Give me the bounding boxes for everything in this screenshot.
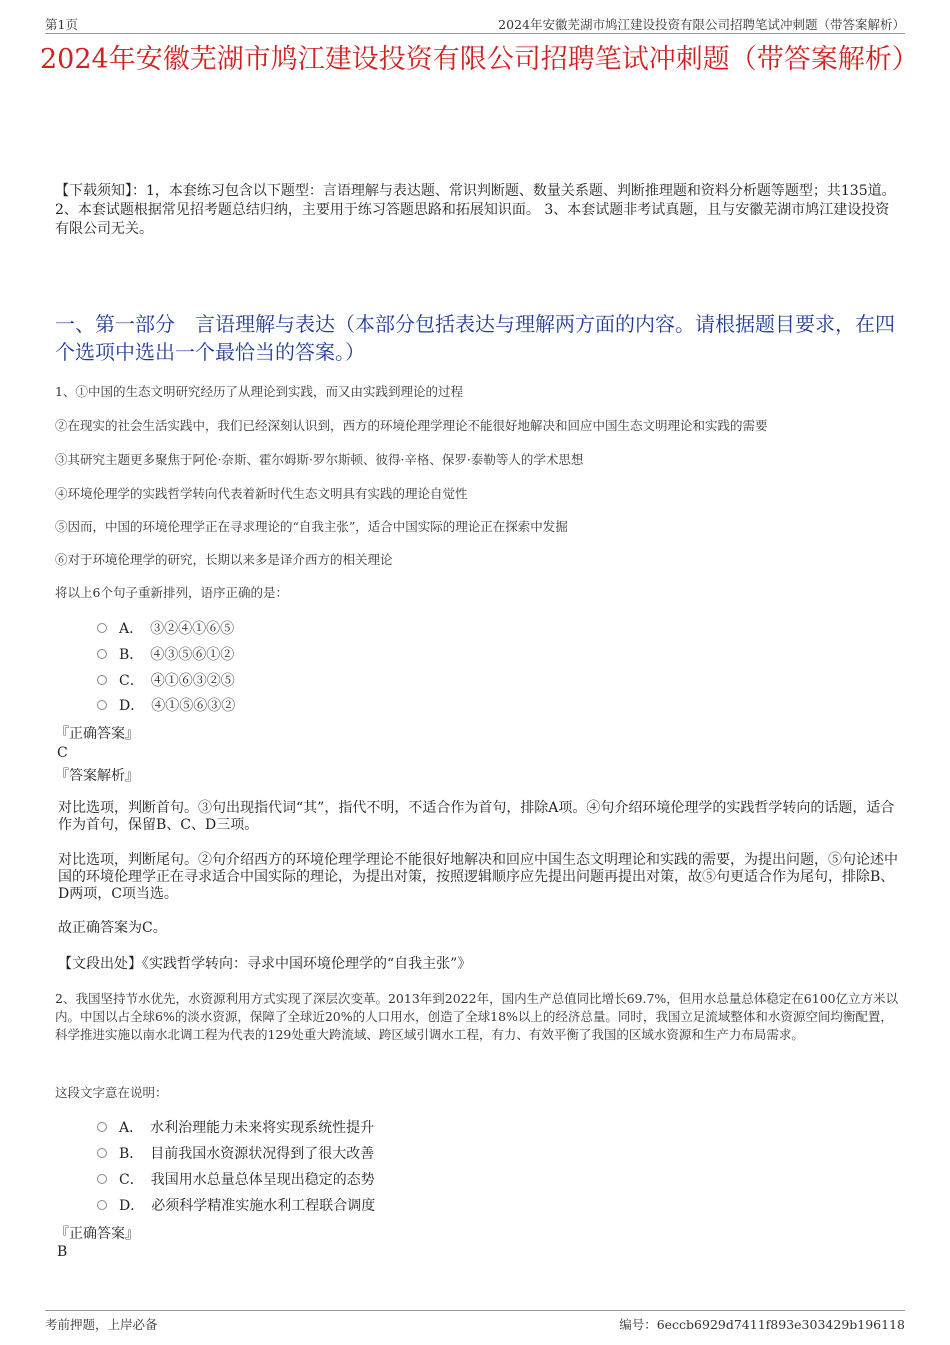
q1-prompt: 将以上6个句子重新排列，语序正确的是：: [55, 585, 288, 600]
q1-line: 1、①中国的生态文明研究经历了从理论到实践，而又由实践到理论的过程: [55, 384, 463, 399]
radio-icon[interactable]: [97, 623, 107, 633]
page-footer: [45, 1310, 905, 1332]
q1-line: ②在现实的社会生活实践中，我们已经深刻认识到，西方的环境伦理学理论不能很好地解决和回应中国生态文明理论和实践的需要: [55, 418, 768, 433]
page-number: 第1页: [45, 17, 78, 32]
radio-icon[interactable]: [97, 649, 107, 659]
q1-option-c[interactable]: C． ④①⑥③②⑤: [97, 672, 235, 690]
q1-option-b[interactable]: B． ④③⑤⑥①②: [97, 646, 234, 664]
radio-icon[interactable]: [97, 1122, 107, 1132]
footer-code: 编号：6eccb6929d7411f893e303429b196118: [619, 1317, 905, 1332]
page-header: [45, 15, 905, 34]
q2-option-d[interactable]: D． 必须科学精准实施水利工程联合调度: [97, 1197, 375, 1215]
radio-icon[interactable]: [97, 1200, 107, 1210]
q1-analysis-conclusion: 故正确答案为C。: [58, 920, 167, 936]
download-notice: 【下载须知】：1，本套练习包含以下题型：言语理解与表达题、常识判断题、数量关系题、判断推理题和资料分析题等题型；共135道。 2、本套试题根据常见招考题总结归纳，主要用于练习答题思路和拓展知识面。 3、本套试题非考试真题，且与安徽芜湖市鸠江建设投资有限公司无关。: [55, 183, 896, 237]
q2-prompt: 这段文字意在说明：: [55, 1085, 168, 1100]
q1-analysis-paragraph: 对比选项，判断首句。③句出现指代词“其”，指代不明，不适合作为首句，排除A项。④句介绍环境伦理学的实践哲学转向的话题，适合作为首句，保留B、C、D三项。: [58, 800, 895, 833]
q1-analysis-label: 『答案解析』: [55, 768, 139, 784]
q2-option-b[interactable]: B． 目前我国水资源状况得到了很大改善: [97, 1145, 374, 1163]
q1-source: 【文段出处】《实践哲学转向：寻求中国环境伦理学的“自我主张”》: [58, 956, 472, 972]
radio-icon[interactable]: [97, 1148, 107, 1158]
q1-answer-label: 『正确答案』: [55, 726, 139, 742]
q1-analysis-paragraph: 对比选项，判断尾句。②句介绍西方的环境伦理学理论不能很好地解决和回应中国生态文明理论和实践的需要，为提出问题，⑤句论述中国的环境伦理学正在寻求适合中国实际的理论，为提出对策，按照逻辑顺序应先提出问题再提出对策，故⑤句更适合作为尾句，排除B、D两项，C项当选。: [58, 852, 898, 902]
q2-option-c[interactable]: C． 我国用水总量总体呈现出稳定的态势: [97, 1171, 375, 1189]
radio-icon[interactable]: [97, 1174, 107, 1184]
q2-answer: B: [57, 1244, 68, 1260]
radio-icon[interactable]: [97, 700, 107, 710]
q1-option-d[interactable]: D． ④①⑤⑥③②: [97, 697, 235, 715]
header-doc-title: 2024年安徽芜湖市鸠江建设投资有限公司招聘笔试冲刺题（带答案解析）: [498, 17, 905, 32]
radio-icon[interactable]: [97, 675, 107, 685]
document-title: 2024年安徽芜湖市鸠江建设投资有限公司招聘笔试冲刺题（带答案解析）: [40, 44, 919, 75]
q1-line: ④环境伦理学的实践哲学转向代表着新时代生态文明具有实践的理论自觉性: [55, 486, 468, 501]
q1-answer: C: [57, 745, 68, 761]
q2-text: 2、我国坚持节水优先，水资源利用方式实现了深层次变革。2013年到2022年，国内生产总值同比增长69.7%，但用水总量总体稳定在6100亿立方米以内。中国以占全球6%的淡水资源，保障了全球近20%的人口用水，创造了全球18%以上的经济总量。同时，我国立足流域整体和水资源空间均衡配置，科学推进实施以南水北调工程为代表的129处重大跨流域、跨区域引调水工程，有力、有效平衡了我国的区域水资源和生产力布局需求。: [55, 991, 899, 1042]
q1-line: ③其研究主题更多聚焦于阿伦·奈斯、霍尔姆斯·罗尔斯顿、彼得·辛格、保罗·泰勒等人的学术思想: [55, 452, 584, 467]
q1-line: ⑥对于环境伦理学的研究，长期以来多是译介西方的相关理论: [55, 552, 393, 567]
q2-answer-label: 『正确答案』: [55, 1226, 139, 1242]
section-heading: 一、第一部分 言语理解与表达（本部分包括表达与理解两方面的内容。请根据题目要求，在四个选项中选出一个最恰当的答案。）: [55, 312, 895, 364]
q1-line: ⑤因而，中国的环境伦理学正在寻求理论的“自我主张”，适合中国实际的理论正在探索中发掘: [55, 519, 568, 534]
footer-slogan: 考前押题，上岸必备: [45, 1317, 158, 1332]
q1-option-a[interactable]: A． ③②④①⑥⑤: [97, 620, 234, 638]
q2-option-a[interactable]: A． 水利治理能力未来将实现系统性提升: [97, 1119, 374, 1137]
